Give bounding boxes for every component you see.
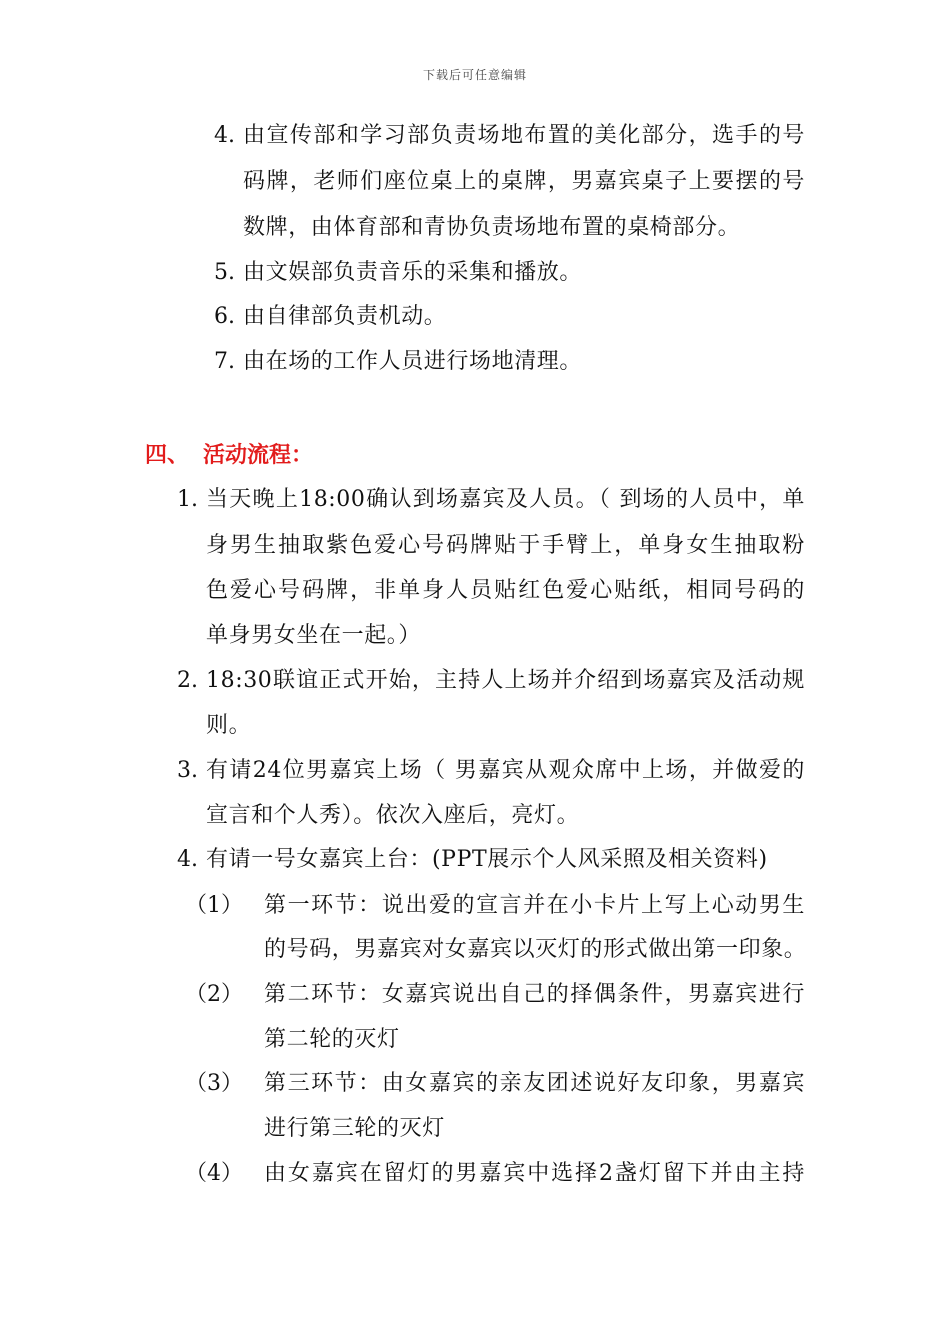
list-item-text: 由自律部负责机动。	[243, 304, 447, 329]
flow-step-number: 4.	[177, 847, 198, 872]
header-note: 下载后可任意编辑	[422, 68, 527, 82]
list-item-number: 6.	[214, 304, 235, 329]
flow-step-line: 宣言和个人秀）。依次入座后，亮灯。	[206, 803, 580, 828]
sub-step-line: 第一环节：说出爱的宣言并在小卡片上写上心动男生	[264, 893, 805, 918]
flow-step-number: 3.	[177, 758, 198, 783]
flow-step-line: 当天晚上18:00确认到场嘉宾及人员。（ 到场的人员中，单	[206, 487, 805, 512]
list-item-text: 由文娱部负责音乐的采集和播放。	[243, 260, 583, 285]
flow-step-line: 身男生抽取紫色爱心号码牌贴于手臂上，单身女生抽取粉	[206, 533, 805, 558]
sub-step-line: 第二环节：女嘉宾说出自己的择偶条件，男嘉宾进行	[264, 982, 805, 1007]
flow-step-line: 则。	[206, 713, 252, 738]
list-item-number: 7.	[214, 349, 235, 374]
list-item-line: 码牌，老师们座位桌上的桌牌，男嘉宾桌子上要摆的号	[243, 169, 805, 194]
section-number: 四、	[145, 442, 190, 468]
flow-step-text: 有请一号女嘉宾上台：(PPT展示个人风采照及相关资料)	[206, 847, 768, 872]
sub-step-line: 第二轮的灭灯	[264, 1027, 400, 1052]
flow-step-line: 色爱心号码牌，非单身人员贴红色爱心贴纸，相同号码的	[206, 578, 805, 603]
flow-step-number: 2.	[177, 668, 198, 693]
list-item-number: 4.	[214, 123, 235, 148]
list-item-line: 数牌，由体育部和青协负责场地布置的桌椅部分。	[243, 215, 741, 240]
flow-step-line: 单身男女坐在一起。）	[206, 623, 422, 648]
sub-step-number: （2）	[185, 982, 243, 1007]
sub-step-number: （4）	[185, 1161, 243, 1186]
list-item-number: 5.	[214, 260, 235, 285]
sub-step-line: 的号码，男嘉宾对女嘉宾以灭灯的形式做出第一印象。	[264, 937, 807, 962]
sub-step-line: 第三环节：由女嘉宾的亲友团述说好友印象，男嘉宾	[264, 1071, 805, 1096]
sub-step-line: 由女嘉宾在留灯的男嘉宾中选择2盏灯留下并由主持	[264, 1161, 805, 1186]
flow-step-line: 有请24位男嘉宾上场（ 男嘉宾从观众席中上场，并做爱的	[206, 758, 805, 783]
sub-step-number: （3）	[185, 1071, 243, 1096]
list-item-text: 由在场的工作人员进行场地清理。	[243, 349, 583, 374]
section-title: 活动流程：	[203, 442, 314, 468]
sub-step-number: （1）	[185, 893, 243, 918]
list-item-line: 由宣传部和学习部负责场地布置的美化部分，选手的号	[243, 123, 805, 148]
sub-step-line: 进行第三轮的灭灯	[264, 1116, 445, 1141]
flow-step-number: 1.	[177, 487, 198, 512]
section-heading	[145, 440, 313, 470]
flow-step-line: 18:30联谊正式开始，主持人上场并介绍到场嘉宾及活动规	[206, 668, 805, 693]
